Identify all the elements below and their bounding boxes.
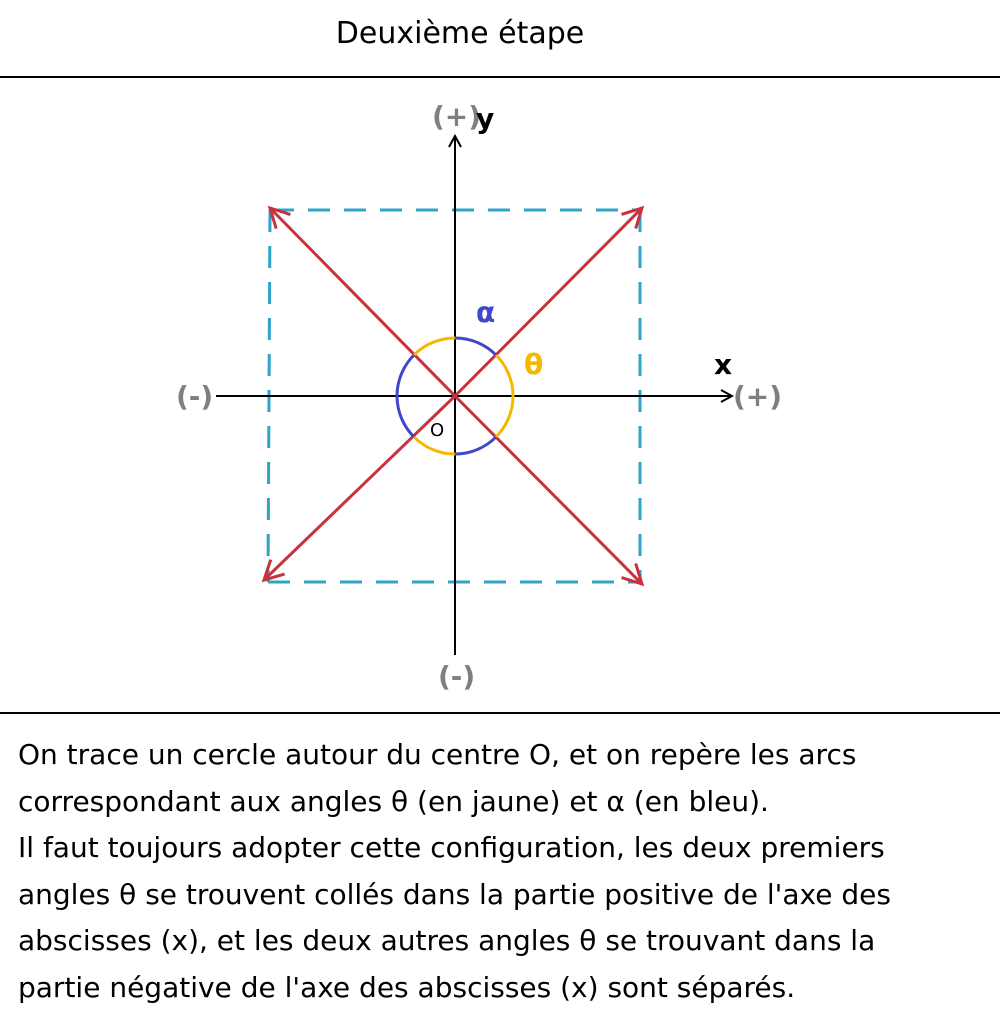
diagonal-arrow-top-left (270, 208, 455, 396)
x-axis-name-label: x (714, 348, 733, 381)
caption-line: Il faut toujours adopter cette configuration, les deux premiers (18, 831, 885, 864)
theta-label: θ (524, 348, 544, 381)
y-axis-negative-label: (-) (438, 660, 476, 693)
y-axis-name-label: y (476, 102, 495, 135)
alpha-arc-upper (455, 338, 496, 355)
diagonal-arrow-bottom-right (455, 396, 642, 584)
caption-line: abscisses (x), et les deux autres angles θ se trouvant dans la (18, 924, 876, 957)
theta-arc-upper-left (414, 338, 455, 355)
caption-line: On trace un cercle autour du centre O, et on repère les arcs (18, 738, 857, 771)
alpha-arc-lower-right (455, 437, 496, 454)
y-axis-positive-label: (+) (432, 100, 482, 133)
x-axis-negative-label: (-) (176, 380, 214, 413)
page-title: Deuxième étape (335, 16, 585, 51)
caption-line: correspondant aux angles θ (en jaune) et α (en bleu). (18, 784, 769, 818)
caption-text (18, 732, 990, 1011)
x-axis-positive-label: (+) (733, 380, 783, 413)
bottom-divider (0, 712, 1000, 714)
caption-line: angles θ se trouvent collés dans la partie positive de l'axe des (18, 877, 891, 911)
alpha-label: α (476, 296, 496, 329)
origin-label: O (430, 420, 445, 441)
diagonal-arrow-bottom-left (264, 396, 455, 580)
caption-line: partie négative de l'axe des abscisses (x) sont séparés. (18, 970, 796, 1004)
